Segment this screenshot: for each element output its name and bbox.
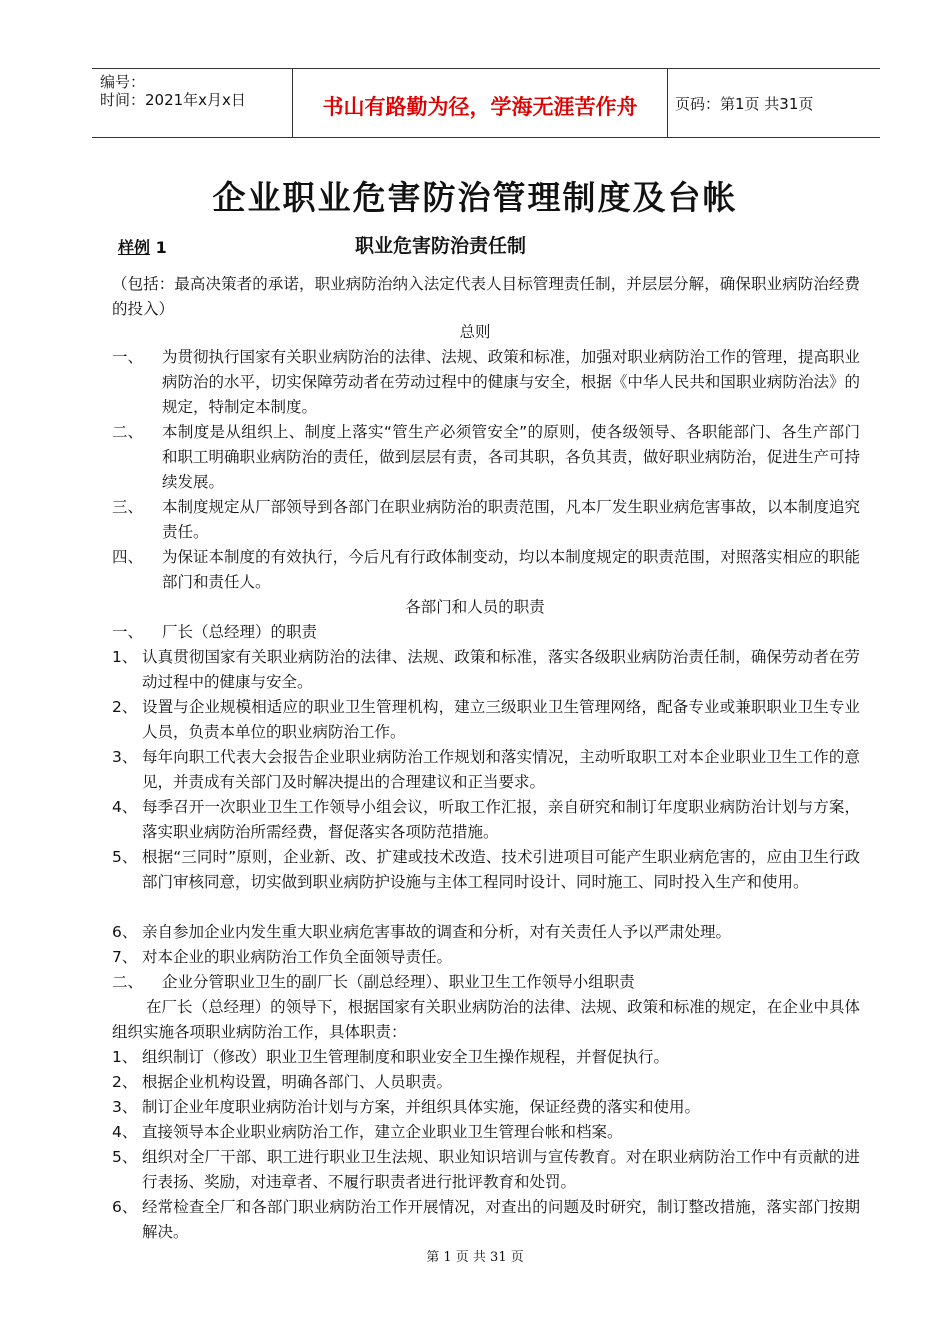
section-number: 一、 xyxy=(112,623,144,641)
item-text: 每年向职工代表大会报告企业职业病防治工作规划和落实情况，主动听取职工对本企业职业卫生工作的意见，并责成有关部门及时解决提出的合理建议和正当要求。 xyxy=(142,748,860,791)
sample-label xyxy=(118,235,167,258)
list-item xyxy=(112,695,860,745)
item-text: 亲自参加企业内发生重大职业病危害事故的调查和分析，对有关责任人予以严肃处理。 xyxy=(142,923,732,941)
item-text: 对本企业的职业病防治工作负全面领导责任。 xyxy=(142,948,453,966)
item-text: 认真贯彻国家有关职业病防治的法律、法规、政策和标准，落实各级职业病防治责任制，确保劳动者在劳动过程中的健康与安全。 xyxy=(142,648,860,691)
item-number: 6、 xyxy=(112,923,138,941)
item-text: 本制度规定从厂部领导到各部门在职业病防治的职责范围，凡本厂发生职业病危害事故，以本制度追究责任。 xyxy=(162,498,860,541)
item-number: 2、 xyxy=(112,698,138,716)
section-intro: 在厂长（总经理）的领导下，根据国家有关职业病防治的法律、法规、政策和标准的规定，在企业中具体组织实施各项职业病防治工作，具体职责： xyxy=(112,998,860,1041)
list-item xyxy=(112,345,860,420)
item-number: 3、 xyxy=(112,1098,138,1116)
header-page-cell xyxy=(667,69,880,137)
item-number: 四、 xyxy=(112,548,144,566)
list-item xyxy=(112,920,860,945)
item-text: 为保证本制度的有效执行，今后凡有行政体制变动，均以本制度规定的职责范围，对照落实相应的职能部门和责任人。 xyxy=(162,548,860,591)
page-header xyxy=(92,68,880,138)
page-info: 页码：第1页 共31页 xyxy=(675,95,814,113)
list-item xyxy=(112,1120,860,1145)
list-item xyxy=(112,1195,860,1245)
item-number: 三、 xyxy=(112,498,144,516)
item-number: 5、 xyxy=(112,1148,138,1166)
sample-number: 1 xyxy=(155,238,167,257)
list-item xyxy=(112,545,860,595)
item-number: 5、 xyxy=(112,848,138,866)
item-number: 7、 xyxy=(112,948,138,966)
general-heading: 总则 xyxy=(459,323,491,341)
document-number-label: 编号： xyxy=(100,73,146,91)
list-item xyxy=(112,645,860,695)
section-subtitle: 职业危害防治责任制 xyxy=(355,235,527,257)
item-number: 6、 xyxy=(112,1198,138,1216)
list-item xyxy=(112,795,860,845)
item-text: 每季召开一次职业卫生工作领导小组会议，听取工作汇报，亲自研究和制订年度职业病防治计划与方案，落实职业病防治所需经费，督促落实各项防范措施。 xyxy=(142,798,860,841)
header-meta-cell xyxy=(92,69,292,137)
item-text: 组织对全厂干部、职工进行职业卫生法规、职业知识培训与宣传教育。对在职业病防治工作中有贡献的进行表扬、奖励，对违章者、不履行职责者进行批评教育和处罚。 xyxy=(142,1148,860,1191)
item-text: 制订企业年度职业病防治计划与方案，并组织具体实施，保证经费的落实和使用。 xyxy=(142,1098,701,1116)
list-item xyxy=(112,945,860,970)
item-text: 本制度是从组织上、制度上落实“管生产必须管安全”的原则，使各级领导、各职能部门、各生产部门和职工明确职业病防治的责任，做到层层有责，各司其职，各负其责，做好职业病防治，促进生产可持续发展。 xyxy=(162,423,860,491)
list-item xyxy=(112,1070,860,1095)
item-text: 为贯彻执行国家有关职业病防治的法律、法规、政策和标准，加强对职业病防治工作的管理，提高职业病防治的水平，切实保障劳动者在劳动过程中的健康与安全，根据《中华人民共和国职业病防治法》的规定，特制定本制度。 xyxy=(162,348,860,416)
item-number: 二、 xyxy=(112,423,144,441)
item-text: 直接领导本企业职业病防治工作，建立企业职业卫生管理台帐和档案。 xyxy=(142,1123,623,1141)
list-item xyxy=(112,420,860,495)
list-item xyxy=(112,1145,860,1195)
item-number: 3、 xyxy=(112,748,138,766)
list-item xyxy=(112,845,860,895)
section-title: 企业分管职业卫生的副厂长（副总经理）、职业卫生工作领导小组职责 xyxy=(162,973,635,991)
page-footer: 第 1 页 共 31 页 xyxy=(426,1250,524,1265)
document-title: 企业职业危害防治管理制度及台帐 xyxy=(212,178,738,217)
list-item xyxy=(112,1045,860,1070)
item-text: 设置与企业规模相适应的职业卫生管理机构，建立三级职业卫生管理网络，配备专业或兼职职业卫生专业人员，负责本单位的职业病防治工作。 xyxy=(142,698,860,741)
item-number: 2、 xyxy=(112,1073,138,1091)
header-motto-cell xyxy=(292,69,668,137)
list-item xyxy=(112,745,860,795)
item-text: 组织制订（修改）职业卫生管理制度和职业安全卫生操作规程，并督促执行。 xyxy=(142,1048,670,1066)
section-heading xyxy=(112,620,860,645)
document-time-label: 时间：2021年x月x日 xyxy=(100,91,246,109)
intro-paragraph: （包括：最高决策者的承诺，职业病防治纳入法定代表人目标管理责任制，并层层分解，确保职业病防治经费的投入） xyxy=(112,275,860,318)
sample-label-text: 样例 xyxy=(118,238,151,257)
motto-text: 书山有路勤为径，学海无涯苦作舟 xyxy=(322,94,638,119)
item-number: 一、 xyxy=(112,348,144,366)
section-number: 二、 xyxy=(112,973,144,991)
section-heading xyxy=(112,970,860,995)
section-title: 厂长（总经理）的职责 xyxy=(162,623,318,641)
item-text: 根据“三同时”原则，企业新、改、扩建或技术改造、技术引进项目可能产生职业病危害的，应由卫生行政部门审核同意，切实做到职业病防护设施与主体工程同时设计、同时施工、同时投入生产和使用。 xyxy=(142,848,860,891)
duties-heading: 各部门和人员的职责 xyxy=(405,598,545,616)
item-text: 经常检查全厂和各部门职业病防治工作开展情况，对查出的问题及时研究，制订整改措施，落实部门按期解决。 xyxy=(142,1198,860,1241)
item-number: 1、 xyxy=(112,1048,138,1066)
list-item xyxy=(112,1095,860,1120)
list-item xyxy=(112,495,860,545)
item-number: 4、 xyxy=(112,1123,138,1141)
item-text: 根据企业机构设置，明确各部门、人员职责。 xyxy=(142,1073,453,1091)
item-number: 4、 xyxy=(112,798,138,816)
item-number: 1、 xyxy=(112,648,138,666)
